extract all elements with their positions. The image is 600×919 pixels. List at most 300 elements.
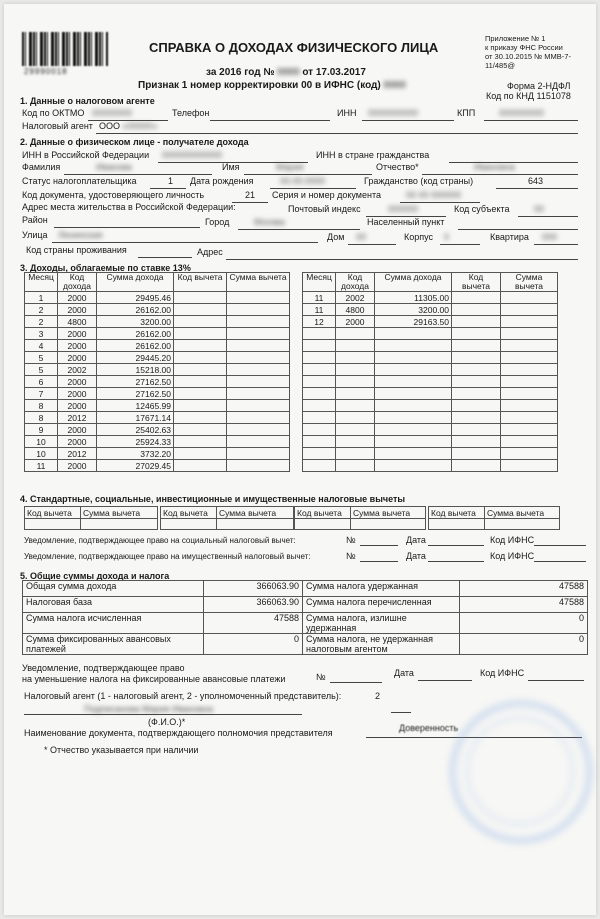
footer-date-label: Дата — [394, 668, 414, 678]
oktmo-value: 00000000 — [92, 108, 133, 118]
deduction-sum-cell — [227, 436, 290, 448]
income-row — [25, 460, 290, 472]
income-sum-cell: 3732.20 — [97, 448, 174, 460]
income-code-cell: 2012 — [58, 412, 97, 424]
income-code-cell — [336, 412, 375, 424]
income-sum-cell — [375, 424, 452, 436]
income-sum-cell: 27162.50 — [97, 376, 174, 388]
deduction-code-cell — [174, 364, 227, 376]
income-code-cell: 2000 — [58, 352, 97, 364]
deductions-heading: 4. Стандартные, социальные, инвестиционные и имущественные налоговые вычеты — [20, 494, 406, 504]
person-inn-value: 000000000000 — [162, 150, 223, 160]
deduction-sum-cell — [501, 292, 558, 304]
income-row — [25, 448, 290, 460]
income-sum-cell: 27029.45 — [97, 460, 174, 472]
agent-inn-label: ИНН — [337, 108, 357, 118]
income-row — [25, 304, 290, 316]
income-code-cell — [336, 448, 375, 460]
tax-base-value: 366063.90 — [204, 597, 303, 613]
month-cell — [303, 388, 336, 400]
agent-type-label: Налоговый агент (1 - налоговый агент, 2 - уполномоченный представитель): — [24, 691, 342, 701]
deduction-box — [24, 506, 158, 530]
barcode-number: 29990018 — [24, 67, 68, 76]
income-code-cell: 2000 — [58, 400, 97, 412]
birth-label: Дата рождения — [190, 176, 254, 186]
income-sum-cell: 3200.00 — [97, 316, 174, 328]
deduction-code-cell — [452, 448, 501, 460]
income-row — [25, 292, 290, 304]
city-label: Город — [205, 217, 230, 227]
doc-series-value: 00 00 000000 — [406, 190, 462, 200]
deduction-sum-cell — [227, 388, 290, 400]
settlement-label: Населенный пункт — [367, 217, 445, 227]
deduction-code-cell — [174, 352, 227, 364]
month-cell: 5 — [25, 364, 58, 376]
deduction-code-cell — [452, 436, 501, 448]
deduction-code-cell — [452, 412, 501, 424]
patronymic-label: Отчество* — [376, 162, 419, 172]
income-sum-cell: 15218.00 — [97, 364, 174, 376]
excess-value: 0 — [460, 613, 588, 634]
city-value: Москва — [254, 217, 285, 227]
deduction-code-cell — [452, 304, 501, 316]
month-cell: 2 — [25, 316, 58, 328]
income-code-cell: 4800 — [336, 304, 375, 316]
income-sum-cell: 29445.20 — [97, 352, 174, 364]
citizenship-value: 643 — [528, 176, 544, 186]
first-name-value: Мария — [276, 162, 304, 172]
deduction-code-cell — [174, 340, 227, 352]
deduction-code-label: Код вычета — [297, 508, 342, 518]
country-label: Код страны проживания — [26, 245, 127, 255]
deduction-code-cell — [174, 460, 227, 472]
total-income-value: 366063.90 — [204, 581, 303, 597]
income-sum-cell — [375, 436, 452, 448]
oktmo-label: Код по ОКТМО — [22, 108, 85, 118]
deduction-code-cell — [452, 340, 501, 352]
deduction-code-cell — [174, 328, 227, 340]
status-value: 1 — [168, 176, 174, 186]
deduction-code-cell — [174, 388, 227, 400]
col-income-code: Код дохода — [336, 273, 375, 292]
income-code-cell — [336, 436, 375, 448]
income-sum-cell — [375, 352, 452, 364]
income-sum-cell: 17671.14 — [97, 412, 174, 424]
income-code-cell: 2000 — [58, 376, 97, 388]
deduction-code-cell — [452, 424, 501, 436]
income-sum-cell: 11305.00 — [375, 292, 452, 304]
address-label: Адрес места жительства в Российской Федерации: — [22, 202, 236, 212]
income-row — [303, 460, 558, 472]
correction-line: Признак 1 номер корректировки 00 в ИФНС (код) 0000 — [138, 80, 406, 91]
income-row — [303, 424, 558, 436]
house-label: Дом — [327, 232, 345, 242]
income-code-cell: 2012 — [58, 448, 97, 460]
income-code-cell — [336, 424, 375, 436]
deduction-sum-cell — [501, 388, 558, 400]
income-sum-cell — [375, 364, 452, 376]
deduction-code-cell — [174, 412, 227, 424]
month-cell: 7 — [25, 388, 58, 400]
income-row — [25, 328, 290, 340]
address2-label: Адрес — [197, 247, 223, 257]
income-sum-cell: 29163.50 — [375, 316, 452, 328]
income-row — [303, 400, 558, 412]
transferred-label: Сумма налога перечисленная — [303, 597, 460, 613]
income-row — [25, 400, 290, 412]
person-heading: 2. Данные о физическом лице - получателе дохода — [20, 137, 249, 147]
footer-no-label: № — [316, 672, 326, 682]
income-row — [303, 448, 558, 460]
income-sum-cell: 26162.00 — [97, 340, 174, 352]
income-code-cell — [336, 340, 375, 352]
income-sum-cell: 26162.00 — [97, 328, 174, 340]
fio-label: (Ф.И.О.)* — [148, 717, 186, 727]
form-code: Форма 2-НДФЛ — [507, 81, 571, 91]
region-label: Код субъекта — [454, 204, 510, 214]
tax-base-label: Налоговая база — [23, 597, 204, 613]
agent-name-label: Налоговый агент — [22, 121, 93, 131]
withheld-value: 47588 — [460, 581, 588, 597]
deduction-sum-cell — [501, 316, 558, 328]
knd-code: Код по КНД 1151078 — [486, 91, 571, 101]
month-cell — [303, 400, 336, 412]
deduction-sum-cell — [501, 424, 558, 436]
income-row — [303, 328, 558, 340]
month-cell: 11 — [25, 460, 58, 472]
total-income-label: Общая сумма дохода — [23, 581, 204, 597]
month-cell: 10 — [25, 436, 58, 448]
deduction-code-cell — [452, 460, 501, 472]
footnote: * Отчество указывается при наличии — [44, 745, 199, 755]
income-sum-cell — [375, 376, 452, 388]
income-row — [25, 424, 290, 436]
deduction-sum-cell — [501, 376, 558, 388]
deduction-code-cell — [452, 316, 501, 328]
tax-calc-value: 47588 — [204, 613, 303, 634]
income-row — [25, 436, 290, 448]
doc-series-label: Серия и номер документа — [272, 190, 381, 200]
deduction-sum-cell — [227, 460, 290, 472]
deduction-code-label: Код вычета — [431, 508, 476, 518]
month-cell — [303, 448, 336, 460]
income-code-cell — [336, 364, 375, 376]
income-sum-cell: 12465.99 — [97, 400, 174, 412]
transferred-value: 47588 — [460, 597, 588, 613]
month-cell: 6 — [25, 376, 58, 388]
appendix-note: Приложение № 1 к приказу ФНС России от 30.10.2015 № ММВ-7- 11/485@ — [485, 34, 571, 70]
income-code-cell: 2000 — [58, 340, 97, 352]
deduction-code-label: Код вычета — [163, 508, 208, 518]
income-code-cell: 2002 — [58, 364, 97, 376]
not-withheld-label: Сумма налога, не удержанная налоговым агентом — [303, 634, 460, 655]
deduction-sum-label: Сумма вычета — [353, 508, 411, 518]
col-income-sum: Сумма дохода — [97, 273, 174, 292]
excess-label: Сумма налога, излишне удержанная — [303, 613, 460, 634]
month-cell: 9 — [25, 424, 58, 436]
deduction-sum-cell — [227, 376, 290, 388]
income-sum-cell: 25924.33 — [97, 436, 174, 448]
deduction-code-cell — [174, 292, 227, 304]
deduction-box — [294, 506, 426, 530]
deduction-sum-cell — [227, 400, 290, 412]
income-heading: 3. Доходы, облагаемые по ставке 13% — [20, 263, 191, 273]
income-code-cell — [336, 388, 375, 400]
deduction-sum-label: Сумма вычета — [83, 508, 141, 518]
agent-name-value: ООО «00000» — [99, 121, 158, 131]
income-code-cell: 2002 — [336, 292, 375, 304]
income-row — [303, 316, 558, 328]
deduction-code-cell — [452, 292, 501, 304]
month-cell: 8 — [25, 400, 58, 412]
deduction-code-cell — [452, 388, 501, 400]
building-label: Корпус — [404, 232, 434, 242]
month-cell: 5 — [25, 352, 58, 364]
footer-ifns-label: Код ИФНС — [480, 668, 525, 678]
month-cell — [303, 364, 336, 376]
income-sum-cell: 3200.00 — [375, 304, 452, 316]
status-label: Статус налогоплательщика — [22, 176, 137, 186]
income-row — [303, 388, 558, 400]
deduction-sum-cell — [227, 328, 290, 340]
deduction-sum-cell — [501, 448, 558, 460]
col-month: Месяц — [303, 273, 336, 292]
deduction-sum-cell — [227, 292, 290, 304]
deduction-code-label: Код вычета — [27, 508, 72, 518]
deduction-sum-cell — [501, 328, 558, 340]
deduction-sum-cell — [227, 340, 290, 352]
month-cell: 12 — [303, 316, 336, 328]
deduction-sum-cell — [501, 400, 558, 412]
income-code-cell: 2000 — [58, 328, 97, 340]
district-label: Район — [22, 215, 48, 225]
notice-property-no: № — [346, 551, 356, 561]
flat-value: 000 — [542, 232, 558, 242]
income-row — [303, 292, 558, 304]
barcode — [22, 32, 108, 66]
doc-code-label: Код документа, удостоверяющего личность — [22, 190, 205, 200]
income-row — [25, 316, 290, 328]
deduction-sum-cell — [227, 304, 290, 316]
deduction-sum-cell — [501, 412, 558, 424]
month-cell — [303, 424, 336, 436]
deduction-code-cell — [452, 352, 501, 364]
deduction-sum-label: Сумма вычета — [219, 508, 277, 518]
deduction-code-cell — [174, 376, 227, 388]
income-code-cell — [336, 328, 375, 340]
deduction-code-cell — [174, 304, 227, 316]
month-cell — [303, 352, 336, 364]
deduction-code-cell — [452, 376, 501, 388]
region-value: 00 — [534, 204, 545, 214]
month-cell: 3 — [25, 328, 58, 340]
month-cell — [303, 460, 336, 472]
deduction-sum-cell — [227, 316, 290, 328]
deduction-code-cell — [174, 400, 227, 412]
authority-doc-label: Наименование документа, подтверждающего полномочия представителя — [24, 728, 333, 738]
income-row — [303, 436, 558, 448]
income-table-right — [302, 272, 558, 472]
income-sum-cell — [375, 388, 452, 400]
month-cell — [303, 436, 336, 448]
deduction-code-cell — [174, 436, 227, 448]
deduction-box — [160, 506, 294, 530]
deduction-code-cell — [174, 424, 227, 436]
deduction-sum-cell — [227, 364, 290, 376]
agent-phone-label: Телефон — [172, 108, 210, 118]
deduction-sum-cell — [501, 364, 558, 376]
notice-property: Уведомление, подтверждающее право на имущественный налоговый вычет: — [24, 552, 311, 561]
postcode-value: 000000 — [388, 204, 419, 214]
house-value: 00 — [356, 232, 367, 242]
income-sum-cell: 26162.00 — [97, 304, 174, 316]
col-deduction-sum: Сумма вычета — [227, 273, 290, 292]
income-code-cell — [336, 400, 375, 412]
income-sum-cell: 27162.50 — [97, 388, 174, 400]
income-code-cell: 2000 — [58, 436, 97, 448]
building-value: 0 — [444, 232, 450, 242]
income-code-cell — [336, 376, 375, 388]
flat-label: Квартира — [490, 232, 529, 242]
income-code-cell — [336, 460, 375, 472]
deduction-sum-cell — [501, 304, 558, 316]
income-sum-cell — [375, 448, 452, 460]
income-code-cell: 2000 — [58, 304, 97, 316]
col-month: Месяц — [25, 273, 58, 292]
notice-property-date: Дата — [406, 551, 426, 561]
agent-heading: 1. Данные о налоговом агенте — [20, 96, 155, 106]
not-withheld-value: 0 — [460, 634, 588, 655]
notice-social: Уведомление, подтверждающее право на социальный налоговый вычет: — [24, 536, 296, 545]
income-row — [25, 364, 290, 376]
month-cell — [303, 340, 336, 352]
surname-value: Иванова — [96, 162, 132, 172]
agent-inn-value: 0000000000 — [368, 108, 419, 118]
notice-social-ifns: Код ИФНС — [490, 535, 535, 545]
income-code-cell: 2000 — [58, 388, 97, 400]
income-row — [25, 340, 290, 352]
col-income-sum: Сумма дохода — [375, 273, 452, 292]
income-row — [25, 352, 290, 364]
deduction-code-cell — [174, 316, 227, 328]
income-row — [303, 340, 558, 352]
deduction-code-cell — [174, 448, 227, 460]
income-sum-cell — [375, 340, 452, 352]
income-sum-cell: 25402.63 — [97, 424, 174, 436]
doc-code-value: 21 — [245, 190, 256, 200]
income-code-cell: 4800 — [58, 316, 97, 328]
citizenship-label: Гражданство (код страны) — [364, 176, 474, 186]
month-cell: 11 — [303, 292, 336, 304]
deduction-sum-label: Сумма вычета — [487, 508, 545, 518]
income-sum-cell — [375, 460, 452, 472]
month-cell: 4 — [25, 340, 58, 352]
month-cell — [303, 376, 336, 388]
advance-label: Сумма фиксированных авансовых платежей — [23, 634, 204, 655]
seal-stamp-inner — [466, 717, 574, 825]
deduction-code-cell — [452, 364, 501, 376]
person-inn-foreign-label: ИНН в стране гражданства — [316, 150, 430, 160]
signer-name: Подписанова Мария Ивановна — [84, 704, 213, 714]
col-income-code: Код дохода — [58, 273, 97, 292]
deduction-sum-cell — [227, 448, 290, 460]
agent-type-value: 2 — [375, 691, 381, 701]
income-code-cell: 2000 — [336, 316, 375, 328]
income-row — [25, 376, 290, 388]
deduction-sum-cell — [227, 412, 290, 424]
doc-title: СПРАВКА О ДОХОДАХ ФИЗИЧЕСКОГО ЛИЦА — [149, 40, 439, 55]
income-header-row — [25, 273, 290, 292]
totals-table — [22, 580, 588, 655]
income-header-row — [303, 273, 558, 292]
income-code-cell: 2000 — [58, 424, 97, 436]
notice-social-date: Дата — [406, 535, 426, 545]
income-row — [303, 352, 558, 364]
withheld-label: Сумма налога удержанная — [303, 581, 460, 597]
deduction-sum-cell — [501, 460, 558, 472]
col-deduction-code: Код вычета — [174, 273, 227, 292]
income-code-cell — [336, 352, 375, 364]
advance-value: 0 — [204, 634, 303, 655]
totals-heading: 5. Общие суммы дохода и налога — [20, 571, 170, 581]
agent-kpp-label: КПП — [457, 108, 476, 118]
notice-social-no: № — [346, 535, 356, 545]
deduction-sum-cell — [501, 352, 558, 364]
year-line: за 2016 год № 0000 от 17.03.2017 — [206, 67, 366, 78]
income-row — [25, 412, 290, 424]
income-row — [303, 304, 558, 316]
col-deduction-code: Код вычета — [452, 273, 501, 292]
first-name-label: Имя — [222, 162, 240, 172]
tax-calc-label: Сумма налога исчисленная — [23, 613, 204, 634]
authority-doc-value: Доверенность — [399, 723, 459, 733]
income-table-left — [24, 272, 290, 472]
person-inn-label: ИНН в Российской Федерации — [22, 150, 150, 160]
notice-property-ifns: Код ИФНС — [490, 551, 535, 561]
income-sum-cell: 29495.46 — [97, 292, 174, 304]
footer-notice-line1: Уведомление, подтверждающее право — [22, 663, 185, 673]
month-cell: 1 — [25, 292, 58, 304]
income-sum-cell — [375, 328, 452, 340]
patronymic-value: Ивановна — [474, 162, 515, 172]
deduction-sum-cell — [227, 424, 290, 436]
income-row — [303, 376, 558, 388]
document-sheet — [4, 4, 596, 915]
street-value: Ленинская — [58, 230, 103, 240]
footer-notice-line2: на уменьшение налога на фиксированные авансовые платежи — [22, 674, 286, 684]
deduction-sum-cell — [501, 436, 558, 448]
deduction-code-cell — [452, 328, 501, 340]
surname-label: Фамилия — [22, 162, 61, 172]
income-code-cell: 2000 — [58, 460, 97, 472]
deduction-box — [428, 506, 560, 530]
income-row — [25, 388, 290, 400]
income-code-cell: 2000 — [58, 292, 97, 304]
col-deduction-sum: Сумма вычета — [501, 273, 558, 292]
deduction-sum-cell — [501, 340, 558, 352]
month-cell: 8 — [25, 412, 58, 424]
income-sum-cell — [375, 412, 452, 424]
month-cell: 11 — [303, 304, 336, 316]
month-cell: 2 — [25, 304, 58, 316]
month-cell: 10 — [25, 448, 58, 460]
income-sum-cell — [375, 400, 452, 412]
income-row — [303, 364, 558, 376]
street-label: Улица — [22, 230, 48, 240]
deduction-code-cell — [452, 400, 501, 412]
income-row — [303, 412, 558, 424]
birth-value: 00.00.0000 — [280, 176, 326, 186]
